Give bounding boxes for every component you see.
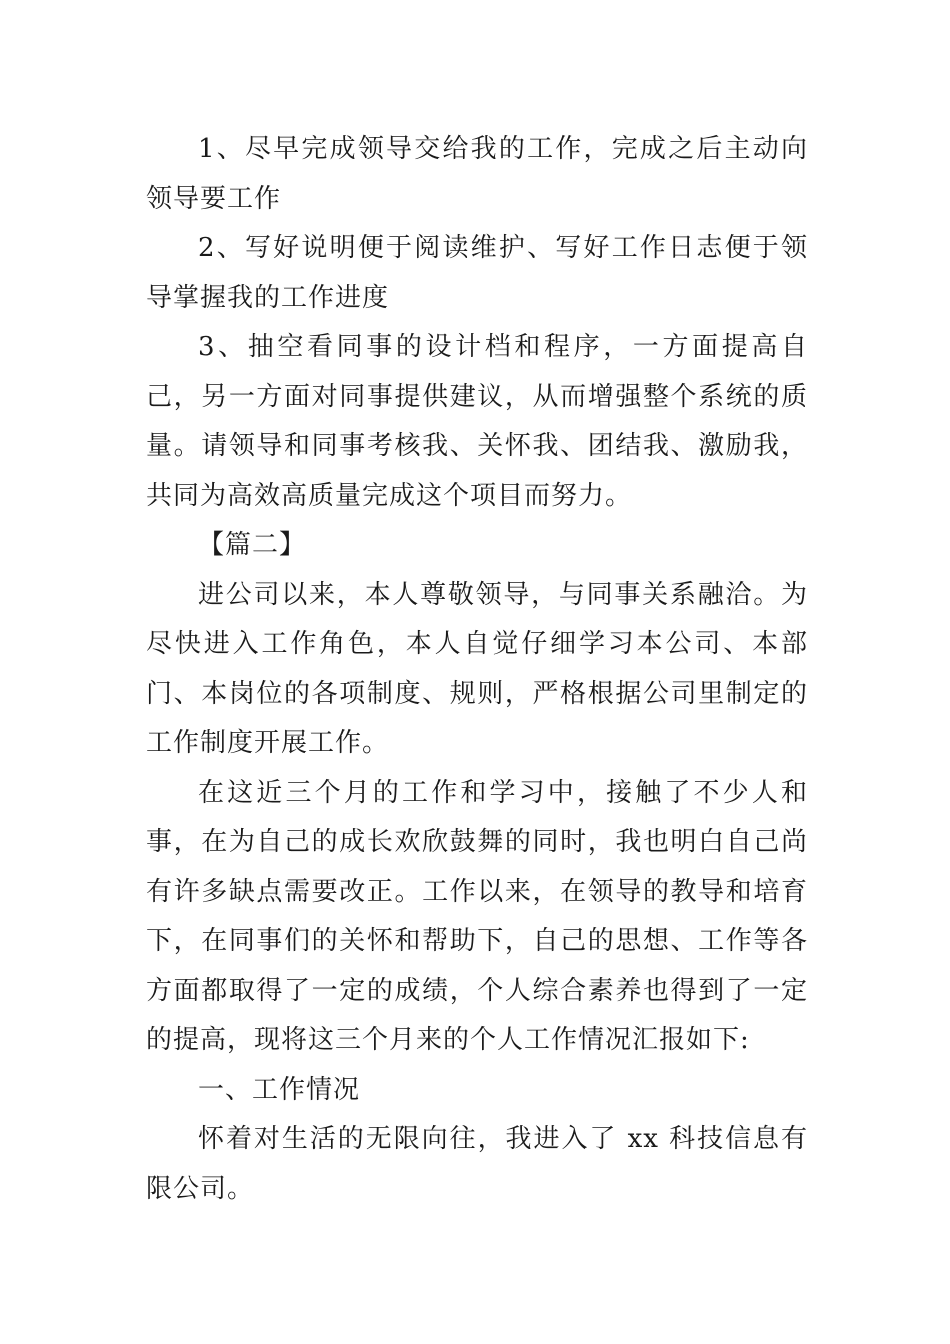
paragraph-summary: 在这近三个月的工作和学习中，接触了不少人和事，在为自己的成长欢欣鼓舞的同时，我也明白自己尚有许多缺点需要改正。工作以来，在领导的教导和培育下，在同事们的关怀和帮助下，自己的思想、工作等各方面都取得了一定的成绩，个人综合素养也得到了一定的提高，现将这三个月来的个人工作情况汇报如下: bbox=[146, 777, 808, 1055]
document-body bbox=[146, 125, 808, 1214]
section-heading-part-two: 【篇二】 bbox=[198, 530, 307, 560]
paragraph-item-2: 2、写好说明便于阅读维护、写好工作日志便于领导掌握我的工作进度 bbox=[146, 233, 808, 313]
section-heading-work-status: 一、工作情况 bbox=[198, 1074, 361, 1105]
paragraph-item-1: 1、尽早完成领导交给我的工作，完成之后主动向领导要工作 bbox=[146, 134, 808, 214]
paragraph-item-3: 3、抽空看同事的设计档和程序，一方面提高自己，另一方面对同事提供建议，从而增强整个系统的质量。请领导和同事考核我、关怀我、团结我、激励我，共同为高效高质量完成这个项目而努力。 bbox=[146, 332, 808, 511]
paragraph-company: 怀着对生活的无限向往，我进入了 xx 科技信息有限公司。 bbox=[146, 1124, 808, 1204]
paragraph-intro: 进公司以来，本人尊敬领导，与同事关系融洽。为尽快进入工作角色，本人自觉仔细学习本公司、本部门、本岗位的各项制度、规则，严格根据公司里制定的工作制度开展工作。 bbox=[146, 579, 808, 758]
